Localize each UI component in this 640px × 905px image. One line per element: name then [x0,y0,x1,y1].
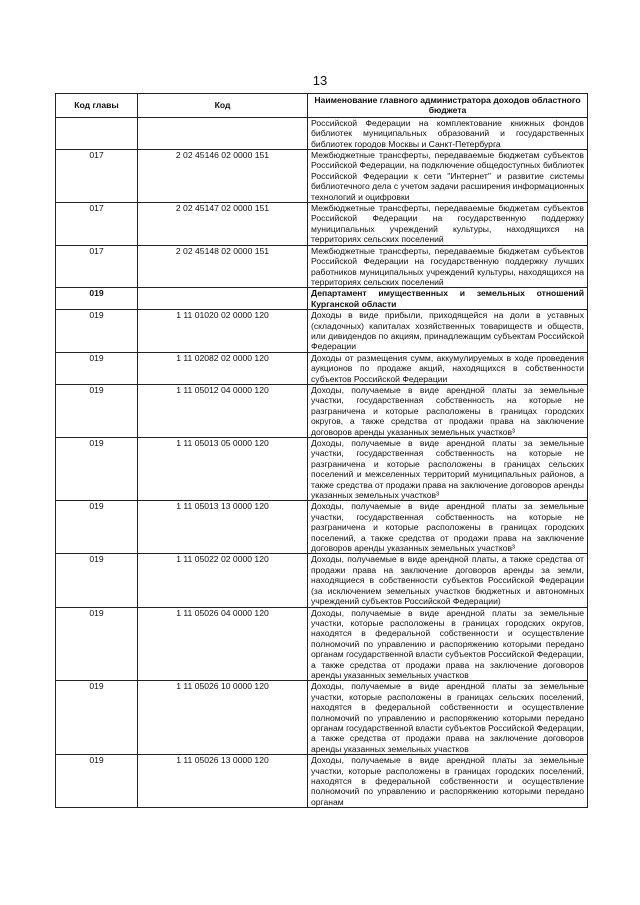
table-row [56,501,588,554]
budget-code-cell: 1 11 05026 13 0000 120 [138,755,308,808]
table-row [56,203,588,246]
table-row [56,607,588,681]
table-row [56,117,588,149]
revenue-name-cell: Доходы, получаемые в виде арендной платы, а также средства от продажи права на заключение договоров аренды за земли, находящиеся в собственности субъектов Российской Федерации (за исключением земельных участков бюджетных и автономных учреждений субъектов Российской Федерации) [308,554,588,607]
chapter-code-cell: 019 [56,607,138,681]
chapter-code-cell: 019 [56,384,138,437]
budget-code-cell: 1 11 05013 05 0000 120 [138,438,308,501]
table-row [56,352,588,384]
revenue-name-cell: Доходы, получаемые в виде арендной платы за земельные участки, которые расположены в границах городских поселений, находятся в федеральной собственности и осуществление полномочий по управлению и распоряжению которыми передано органам [308,755,588,808]
budget-code-cell: 2 02 45146 02 0000 151 [138,150,308,203]
budget-code-cell: 1 11 01020 02 0000 120 [138,310,308,353]
budget-code-cell [138,117,308,149]
chapter-code-cell: 019 [56,554,138,607]
budget-code-cell [138,288,308,310]
chapter-code-cell: 019 [56,288,138,310]
revenue-name-cell: Доходы в виде прибыли, приходящейся на доли в уставных (складочных) капиталах хозяйственных товариществ и обществ, или дивидендов по акциям, принадлежащим субъектам Российской Федерации [308,310,588,353]
revenue-name-cell: Доходы, получаемые в виде арендной платы за земельные участки, государственная собственность на которые не разграничена и которые расположены в границах городских округов, а также средства от продажи права на заключение договоров аренды указанных земельных участков³ [308,384,588,437]
table-row [56,755,588,808]
chapter-code-cell: 019 [56,501,138,554]
revenue-name-cell: Доходы, получаемые в виде арендной платы за земельные участки, которые расположены в границах сельских поселений, находятся в федеральной собственности и осуществление полномочий по управлению и распоряжению которыми передано органам государственной власти субъектов Российской Федерации, а также средства от продажи права на заключение договоров аренды указанных земельных участков [308,681,588,755]
table-row [56,681,588,755]
revenue-name-cell: Доходы, получаемые в виде арендной платы за земельные участки, государственная собственность на которые не разграничена и которые расположены в границах сельских поселений и межселенных территорий муниципальных районов, а также средства от продажи права на заключение договоров аренды указанных земельных участков³ [308,438,588,501]
chapter-code-cell: 019 [56,681,138,755]
chapter-code-cell: 019 [56,438,138,501]
revenue-name-cell: Доходы, получаемые в виде арендной платы за земельные участки, государственная собственность на которые не разграничена и которые расположены в границах городских поселений, а также средства от продажи права на заключение договоров аренды указанных земельных участков³ [308,501,588,554]
revenue-name-cell: Департамент имущественных и земельных отношений Курганской области [308,288,588,310]
table-header-row [56,94,588,118]
budget-code-cell: 1 11 05012 04 0000 120 [138,384,308,437]
chapter-code-cell: 017 [56,150,138,203]
chapter-code-cell: 019 [56,310,138,353]
budget-code-cell: 1 11 05026 10 0000 120 [138,681,308,755]
budget-code-cell: 1 11 05022 02 0000 120 [138,554,308,607]
revenue-name-cell: Доходы от размещения сумм, аккумулируемых в ходе проведения аукционов по продаже акций, находящихся в собственности субъектов Российской Федерации [308,352,588,384]
budget-code-cell: 1 11 05013 13 0000 120 [138,501,308,554]
budget-code-cell: 1 11 05026 04 0000 120 [138,607,308,681]
chapter-code-cell [56,117,138,149]
table-row [56,310,588,353]
revenue-name-cell: Межбюджетные трансферты, передаваемые бюджетам субъектов Российской Федерации на государственную поддержку муниципальных учреждений культуры, находящихся на территориях сельских поселений [308,203,588,246]
table-row [56,438,588,501]
revenue-name-cell: Межбюджетные трансферты, передаваемые бюджетам субъектов Российской Федерации на государственную поддержку лучших работников муниципальных учреждений культуры, находящихся на территориях сельских поселений [308,245,588,288]
chapter-code-cell: 017 [56,203,138,246]
table-row [56,245,588,288]
revenue-name-cell: Доходы, получаемые в виде арендной платы за земельные участки, которые расположены в границах городских округов, находятся в федеральной собственности и осуществление полномочий по управлению и распоряжению которыми передано органам государственной власти субъектов Российской Федерации, а также средства от продажи права на заключение договоров аренды указанных земельных участков [308,607,588,681]
header-chapter-code: Код главы [56,94,138,118]
chapter-code-cell: 019 [56,352,138,384]
page-number: 13 [312,73,328,88]
budget-code-cell: 2 02 45147 02 0000 151 [138,203,308,246]
revenue-administrators-table [55,93,588,808]
revenue-name-cell: Межбюджетные трансферты, передаваемые бюджетам субъектов Российской Федерации, на подключение общедоступных библиотек Российской Федерации к сети "Интернет" и развитие системы библиотечного дела с учетом задачи расширения информационных технологий и оцифровки [308,150,588,203]
budget-code-cell: 2 02 45148 02 0000 151 [138,245,308,288]
table-row [56,384,588,437]
table-section-row [56,288,588,310]
header-administrator-name: Наименование главного администратора доходов областного бюджета [308,94,588,118]
table-row [56,150,588,203]
budget-code-cell: 1 11 02082 02 0000 120 [138,352,308,384]
revenue-name-cell: Российской Федерации на комплектование книжных фондов библиотек муниципальных образований и государственных библиотек городов Москвы и Санкт-Петербурга [308,117,588,149]
table-row [56,554,588,607]
header-code: Код [138,94,308,118]
chapter-code-cell: 017 [56,245,138,288]
chapter-code-cell: 019 [56,755,138,808]
